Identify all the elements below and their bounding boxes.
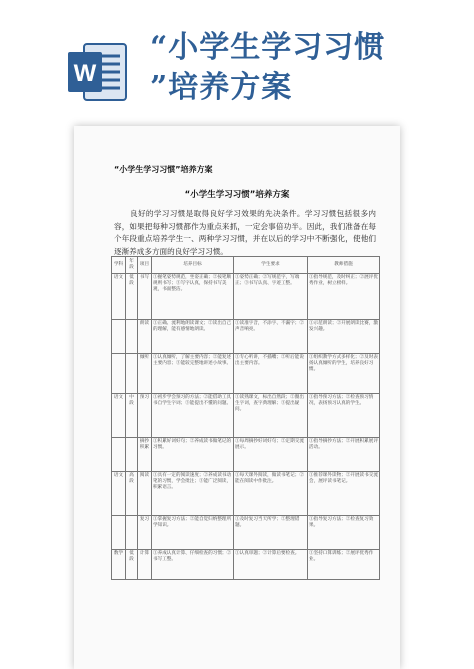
table-row [112, 438, 380, 472]
header-subject: 学科 [112, 257, 126, 274]
cell-subject: 语文 [112, 394, 126, 438]
cell-goal: ①认真倾听，了解主要内容；②能复述主要内容；③能较完整地讲述小故事。 [152, 354, 234, 394]
table-header-row [112, 257, 380, 274]
cell-method: ①指导预习方法；②检查预习情况，表扬预习认真的学生。 [308, 394, 380, 438]
table-row [112, 550, 380, 580]
banner-title [150, 28, 385, 108]
cell-method: ①指导摘抄方法；②开展积累展评活动。 [308, 438, 380, 472]
cell-method: ①指导规范，及时纠正；②展评优秀作业，树立榜样。 [308, 274, 380, 320]
cell-subject: 数学 [112, 550, 126, 580]
cell-item: 倾听 [138, 354, 152, 394]
banner [0, 0, 474, 120]
cell-grade: 低段 [126, 550, 138, 580]
header-requirement: 学生要求 [234, 257, 308, 274]
cell-subject: 语文 [112, 274, 126, 320]
cell-grade: 低段 [126, 274, 138, 320]
cell-item: 预习 [138, 394, 152, 438]
cell-item: 书写 [138, 274, 152, 320]
header-method: 教师措施 [308, 257, 380, 274]
table-row [112, 274, 380, 320]
cell-item: 摘抄积累 [138, 438, 152, 472]
cell-requirement: ①每天课外阅读，做读书笔记；②能在阅读中作批注。 [234, 472, 308, 516]
banner-title-line2: ”培养方案 [150, 70, 293, 105]
cell-grade [126, 354, 138, 394]
cell-item: 复习 [138, 516, 152, 550]
table-row [112, 354, 380, 394]
cell-method: ①指导复习方法；②检查复习效果。 [308, 516, 380, 550]
cell-item: 计算 [138, 550, 152, 580]
banner-title-line1: “小学生学习习惯 [150, 30, 386, 65]
cell-grade [126, 438, 138, 472]
document-title: “小学生学习习惯”培养方案 [184, 190, 290, 200]
table-row [112, 320, 380, 354]
cell-requirement: ①专心听讲，不插嘴；②听后能说出主要内容。 [234, 354, 308, 394]
document-page [74, 126, 400, 669]
cell-requirement: ①姿势正确；②写规范字，写端正；③书写认真、字迹工整。 [234, 274, 308, 320]
cell-subject [112, 320, 126, 354]
cell-goal: ①积累好词好句；②养成读书做笔记的习惯。 [152, 438, 234, 472]
header-goal: 培养目标 [152, 257, 234, 274]
table-row [112, 472, 380, 516]
cell-requirement: ①认真审题；②计算后要检查。 [234, 550, 308, 580]
cell-goal: ①养成认真计算、仔细检查的习惯；②书写工整。 [152, 550, 234, 580]
cell-goal: ①握笔姿势规范，坐姿正确；②按笔顺规则书写；③写字认真，保持书写美观，书面整洁。 [152, 274, 234, 320]
header-item: 项目 [138, 257, 152, 274]
document-header: “小学生学习习惯”培养方案 [114, 165, 213, 174]
cell-method: ①推荐课外读物；②开展读书交流会，展评读书笔记。 [308, 472, 380, 516]
cell-grade: 高段 [126, 472, 138, 516]
cell-goal: ①正确、流利地朗读课文；②读出自己的理解，能有感情地朗读。 [152, 320, 234, 354]
table-row [112, 394, 380, 438]
header-grade: 年段 [126, 257, 138, 274]
habit-plan-table [111, 256, 380, 580]
cell-grade: 中段 [126, 394, 138, 438]
cell-subject [112, 438, 126, 472]
cell-goal: ①初步学会预习的方法；②能借助工具书自学生字词；③能提出不懂的问题。 [152, 394, 234, 438]
cell-method: ①组织教学方式多样化；②及时表扬认真倾听的学生，培养良好习惯。 [308, 354, 380, 394]
word-document-icon [66, 40, 130, 104]
cell-grade [126, 516, 138, 550]
cell-requirement: ①及时复习当天所学；②整理错题。 [234, 516, 308, 550]
document-intro: 良好的学习习惯是取得良好学习效果的先决条件。学习习惯包括很多内容，如果把每种习惯都作为重点来抓，一定会事倍功半。因此，我们准备在每个年段重点培养学生一、两种学习习惯，并在以后的学习中不断强化，使他们逐渐养成多方面的良好学习习惯。 [114, 209, 376, 256]
cell-item: 阅读 [138, 472, 152, 516]
cell-goal: ①具有一定的阅读速度；②养成读书动笔的习惯，学会批注；③能广泛阅读，积累语言。 [152, 472, 234, 516]
cell-goal: ①掌握复习方法；②能自觉归纳整理所学知识。 [152, 516, 234, 550]
cell-subject: 语文 [112, 472, 126, 516]
cell-grade [126, 320, 138, 354]
cell-requirement: ①读熟课文，标出自然段；②圈出生字词，查字典理解；③提出疑问。 [234, 394, 308, 438]
cell-method: ①坚持口算训练；②展评优秀作业。 [308, 550, 380, 580]
cell-requirement: ①每周摘抄好词好句；②定期交流展示。 [234, 438, 308, 472]
cell-method: ①示范朗读；②开展朗读比赛，激发兴趣。 [308, 320, 380, 354]
table-row [112, 516, 380, 550]
cell-subject [112, 354, 126, 394]
cell-item: 朗读 [138, 320, 152, 354]
svg-text:W: W [73, 60, 97, 87]
cell-subject [112, 516, 126, 550]
cell-requirement: ①读准字音，不添字、不漏字；②声音响亮。 [234, 320, 308, 354]
